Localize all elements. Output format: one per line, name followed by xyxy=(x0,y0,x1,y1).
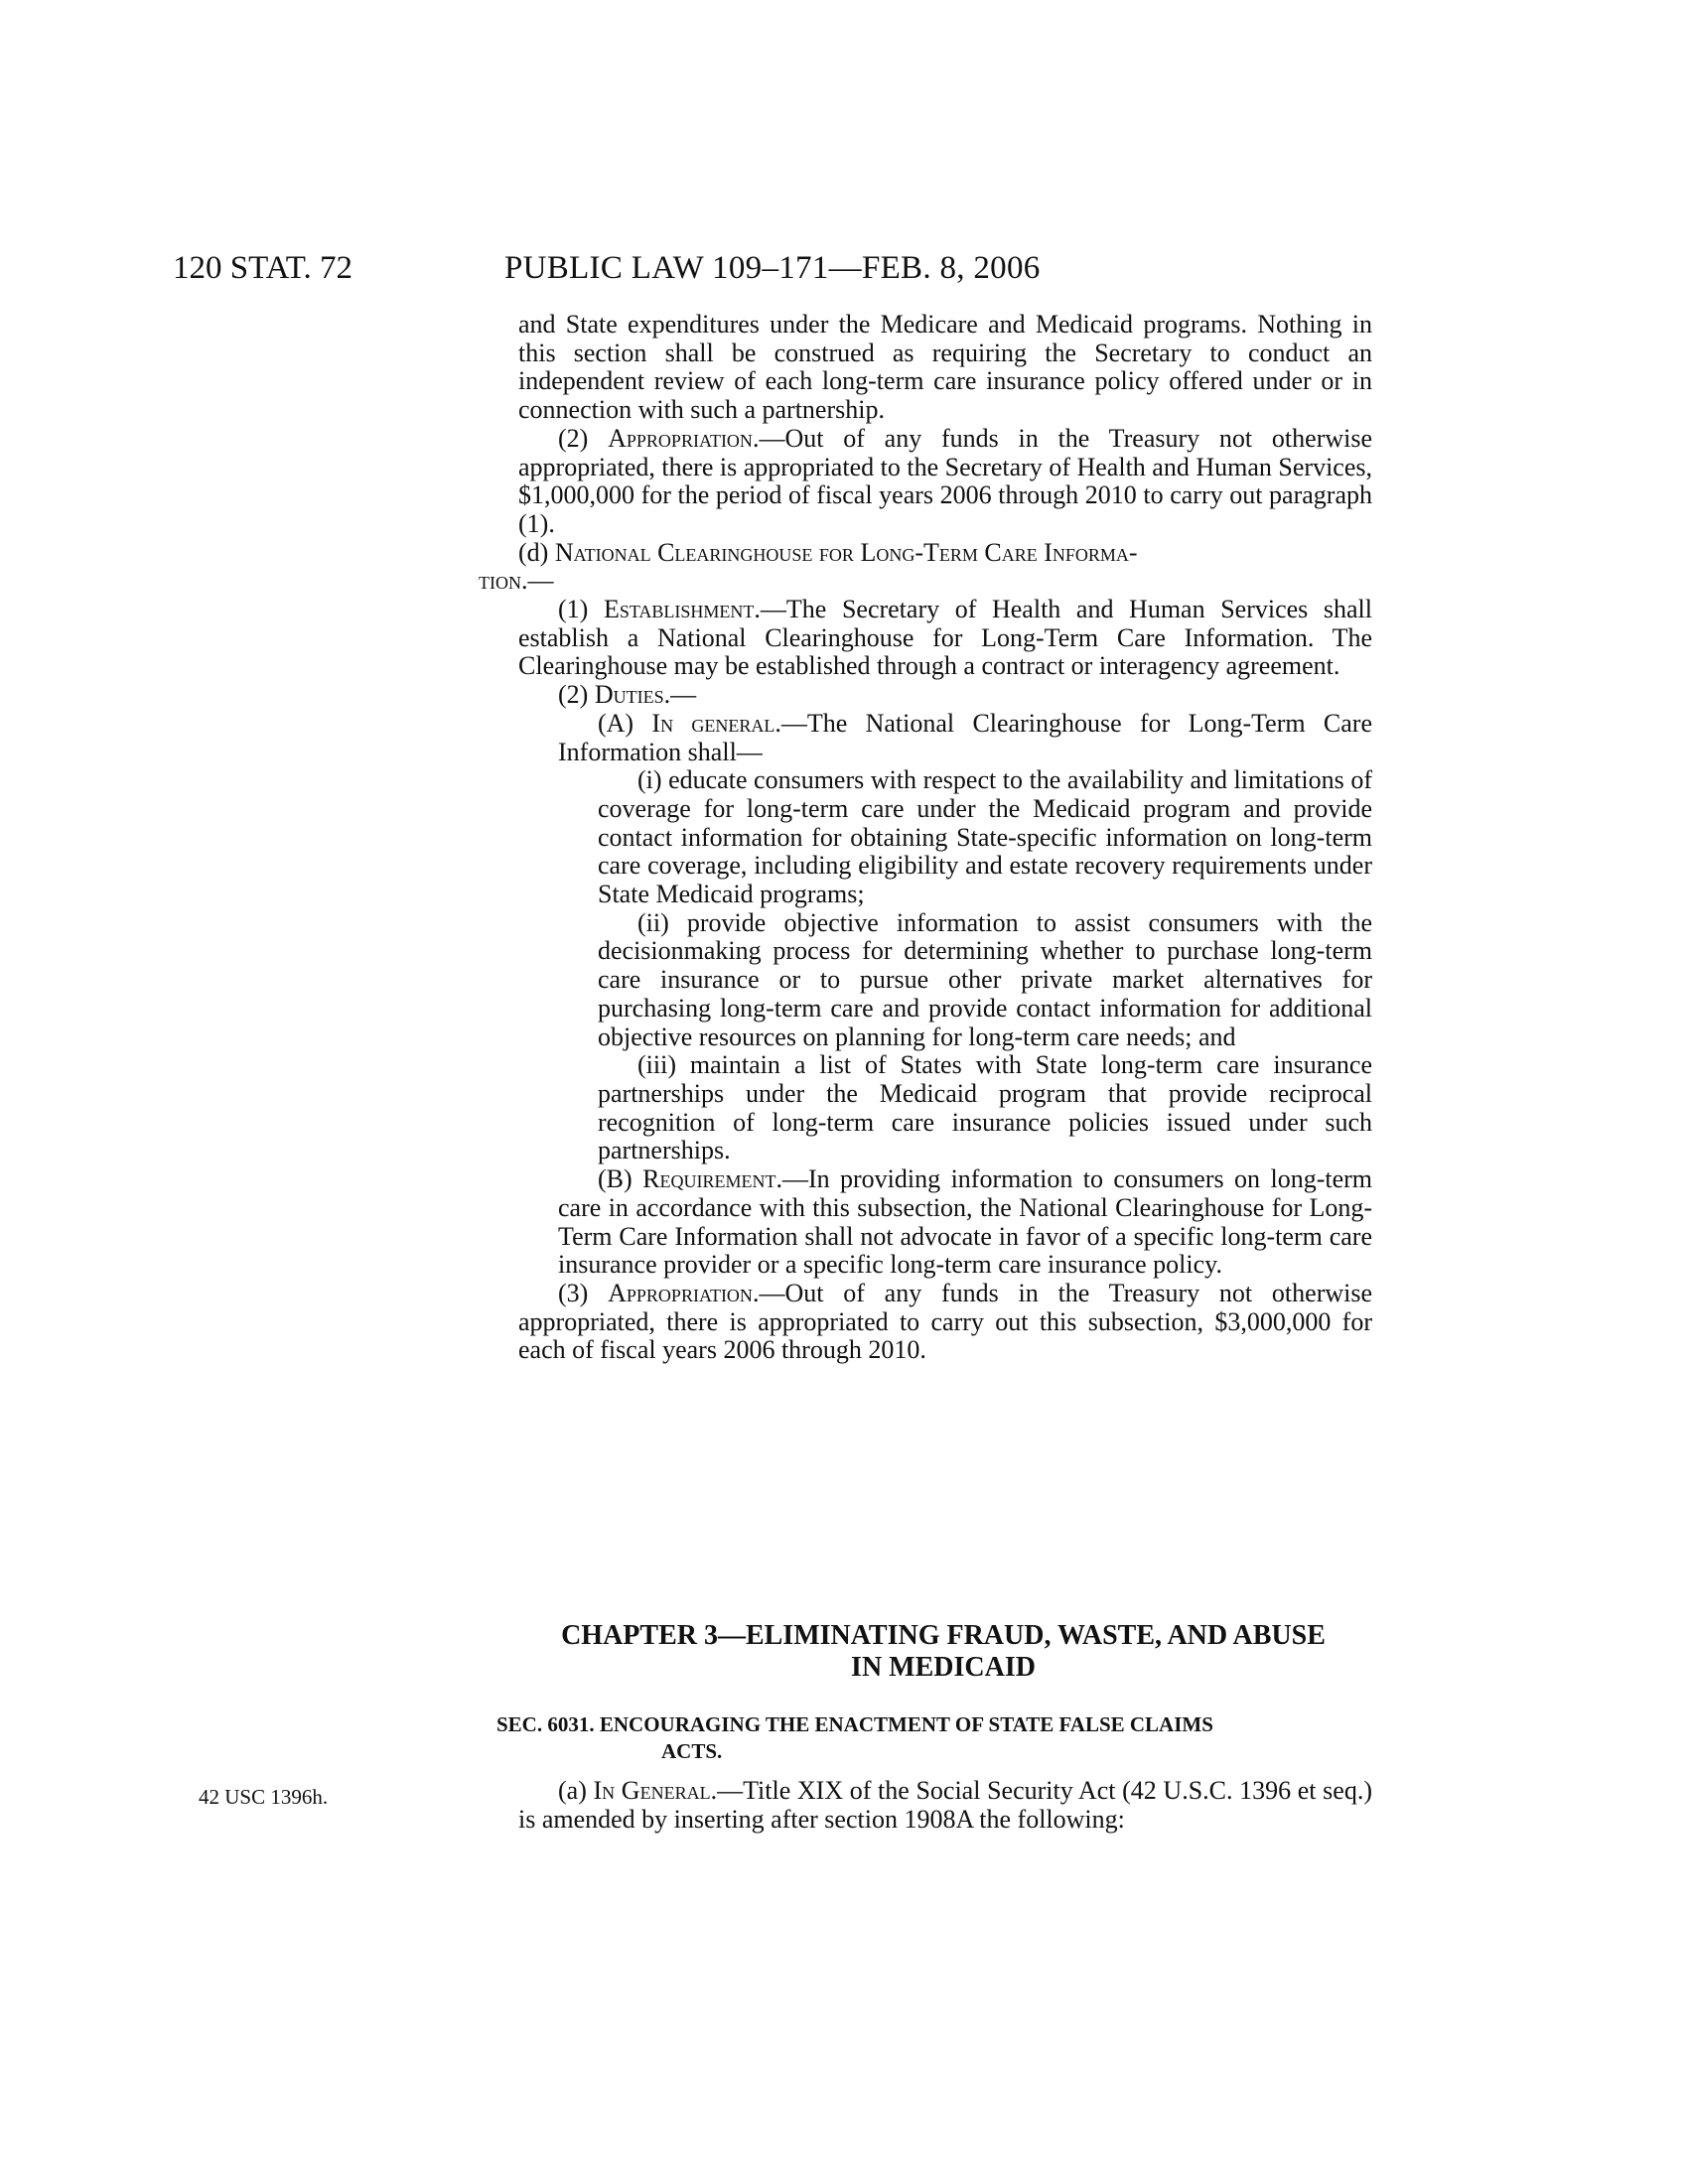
continued-paragraph: and State expenditures under the Medicare and Medicaid programs. Nothing in this section shall be construed as requiring the Secretary to conduct an independent review of each long-term care insurance policy offered under or in connection with such a partnership. xyxy=(518,310,1372,425)
section-a: (a) In General.—Title XIX of the Social Security Act (42 U.S.C. 1396 et seq.) is amended by inserting after section 1908A the following: xyxy=(518,1776,1372,1834)
chapter-heading: CHAPTER 3—ELIMINATING FRAUD, WASTE, AND ABUSE IN MEDICAID xyxy=(561,1620,1326,1683)
paragraph-d1: (1) Establishment.—The Secretary of Health and Human Services shall establish a National Clearinghouse for Long-Term Care Information. The Clearinghouse may be established through a contract or interagency agreement. xyxy=(518,595,1373,681)
section-heading: SEC. 6031. ENCOURAGING THE ENACTMENT OF STATE FALSE CLAIMS ACTS. xyxy=(496,1712,1213,1763)
paragraph-d3: (3) Appropriation.—Out of any funds in the Treasury not otherwise appropriated, there is appropriated to carry out this subsection, $3,000,000 for each of fiscal years 2006 through 2010. xyxy=(518,1278,1373,1365)
paragraph-c2: (2) Appropriation.—Out of any funds in the Treasury not otherwise appropriated, there is appropriated to the Secretary of Health and Human Services, $1,000,000 for the period of fiscal years 2006 through 2010 to carry out paragraph (1). xyxy=(518,423,1373,538)
subsection-d-heading: (d) National Clearinghouse for Long-Term Care Informa- tion.— xyxy=(479,537,1138,596)
page-stat-number: 120 STAT. 72 xyxy=(173,250,353,286)
clause-iii: (iii) maintain a list of States with State long-term care insurance partnerships under the Medicaid program that provide reciprocal recognition of long-term care insurance policies issued under such partnerships. xyxy=(598,1050,1372,1165)
subparagraph-A: (A) In general.—The National Clearinghouse for Long-Term Care Information shall— xyxy=(558,708,1372,766)
margin-citation: 42 USC 1396h. xyxy=(199,1785,329,1809)
statute-body xyxy=(479,310,1373,1365)
clause-i: (i) educate consumers with respect to the availability and limitations of coverage for long-term care under the Medicaid program and provide contact information for obtaining State-specific information on long-term care coverage, including eligibility and estate recovery requirements under State Medicaid programs; xyxy=(598,765,1372,909)
clause-ii: (ii) provide objective information to assist consumers with the decisionmaking process for determining whether to purchase long-term care insurance or to pursue other private market alternatives for purchasing long-term care and provide contact information for additional objective resources on planning for long-term care needs; and xyxy=(598,907,1372,1051)
running-header: PUBLIC LAW 109–171—FEB. 8, 2006 xyxy=(504,250,1041,286)
paragraph-d2-heading: (2) Duties.— xyxy=(558,680,697,710)
subparagraph-B: (B) Requirement.—In providing information to consumers on long-term care in accordance with this subsection, the National Clearinghouse for Long-Term Care Information shall not advocate in favor of a specific long-term care insurance provider or a specific long-term care insurance policy. xyxy=(558,1164,1372,1280)
